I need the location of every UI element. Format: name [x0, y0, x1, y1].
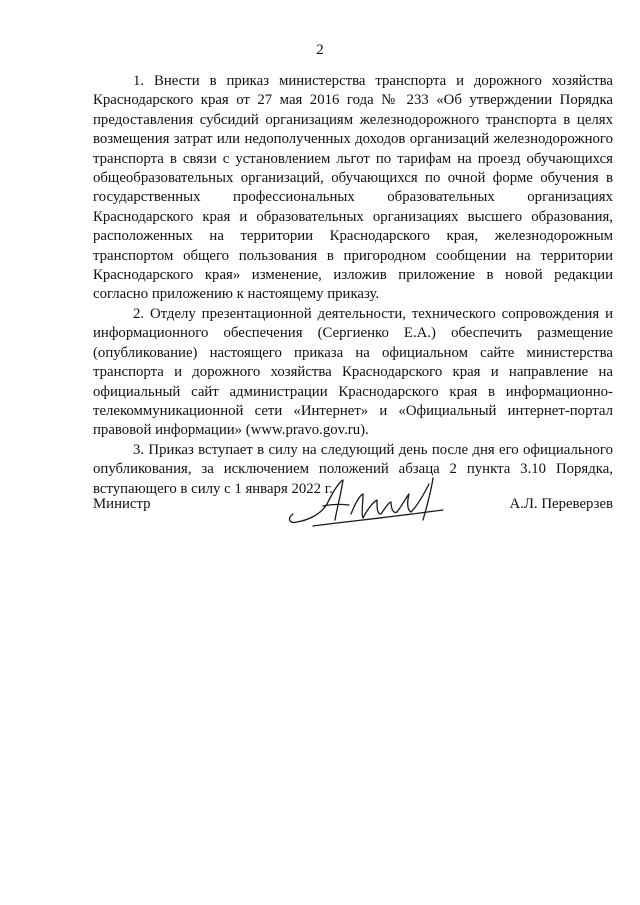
document-body	[93, 72, 613, 499]
signatory-name: А.Л. Переверзев	[509, 496, 613, 512]
paragraph-1: 1. Внести в приказ министерства транспорта и дорожного хозяйства Краснодарского края от 27 мая 2016 года № 233 «Об утверждении Порядка предоставления субсидий организациям железнодорожного транспорта в целях возмещения затрат или недополученных доходов организаций железнодорожного транспорта в связи с установлением льгот по тарифам на проезд обучающихся общеобразовательных организаций, обучающихся по очной форме обучения в государственных профессиональных образовательных организациях Краснодарского края и образовательных организациях высшего образования, расположенных на территории Краснодарского края, железнодорожным транспортом общего пользования в пригородном сообщении на территории Краснодарского края» изменение, изложив приложение в новой редакции согласно приложению к настоящему приказу.	[93, 73, 613, 303]
handwritten-signature	[283, 474, 458, 536]
paragraph-2: 2. Отделу презентационной деятельности, технического сопровождения и информационного обеспечения (Сергиенко Е.А.) обеспечить размещение (опубликование) настоящего приказа на официальном сайте министерства транспорта и дорожного хозяйства Краснодарского края и направление на официальный сайт администрации Краснодарского края в информационно-телекоммуникационной сети «Интернет» и «Официальный интернет-портал правовой информации» (www.pravo.gov.ru).	[93, 305, 613, 439]
signature-block	[93, 482, 613, 532]
paragraph-3: 3. Приказ вступает в силу на следующий день после дня его официального опубликования, за исключением положений абзаца 2 пункта 3.10 Порядка, вступающего в силу с 1 января 2022 г.	[93, 441, 613, 497]
page-number: 2	[316, 42, 324, 58]
signatory-title: Министр	[93, 496, 151, 512]
